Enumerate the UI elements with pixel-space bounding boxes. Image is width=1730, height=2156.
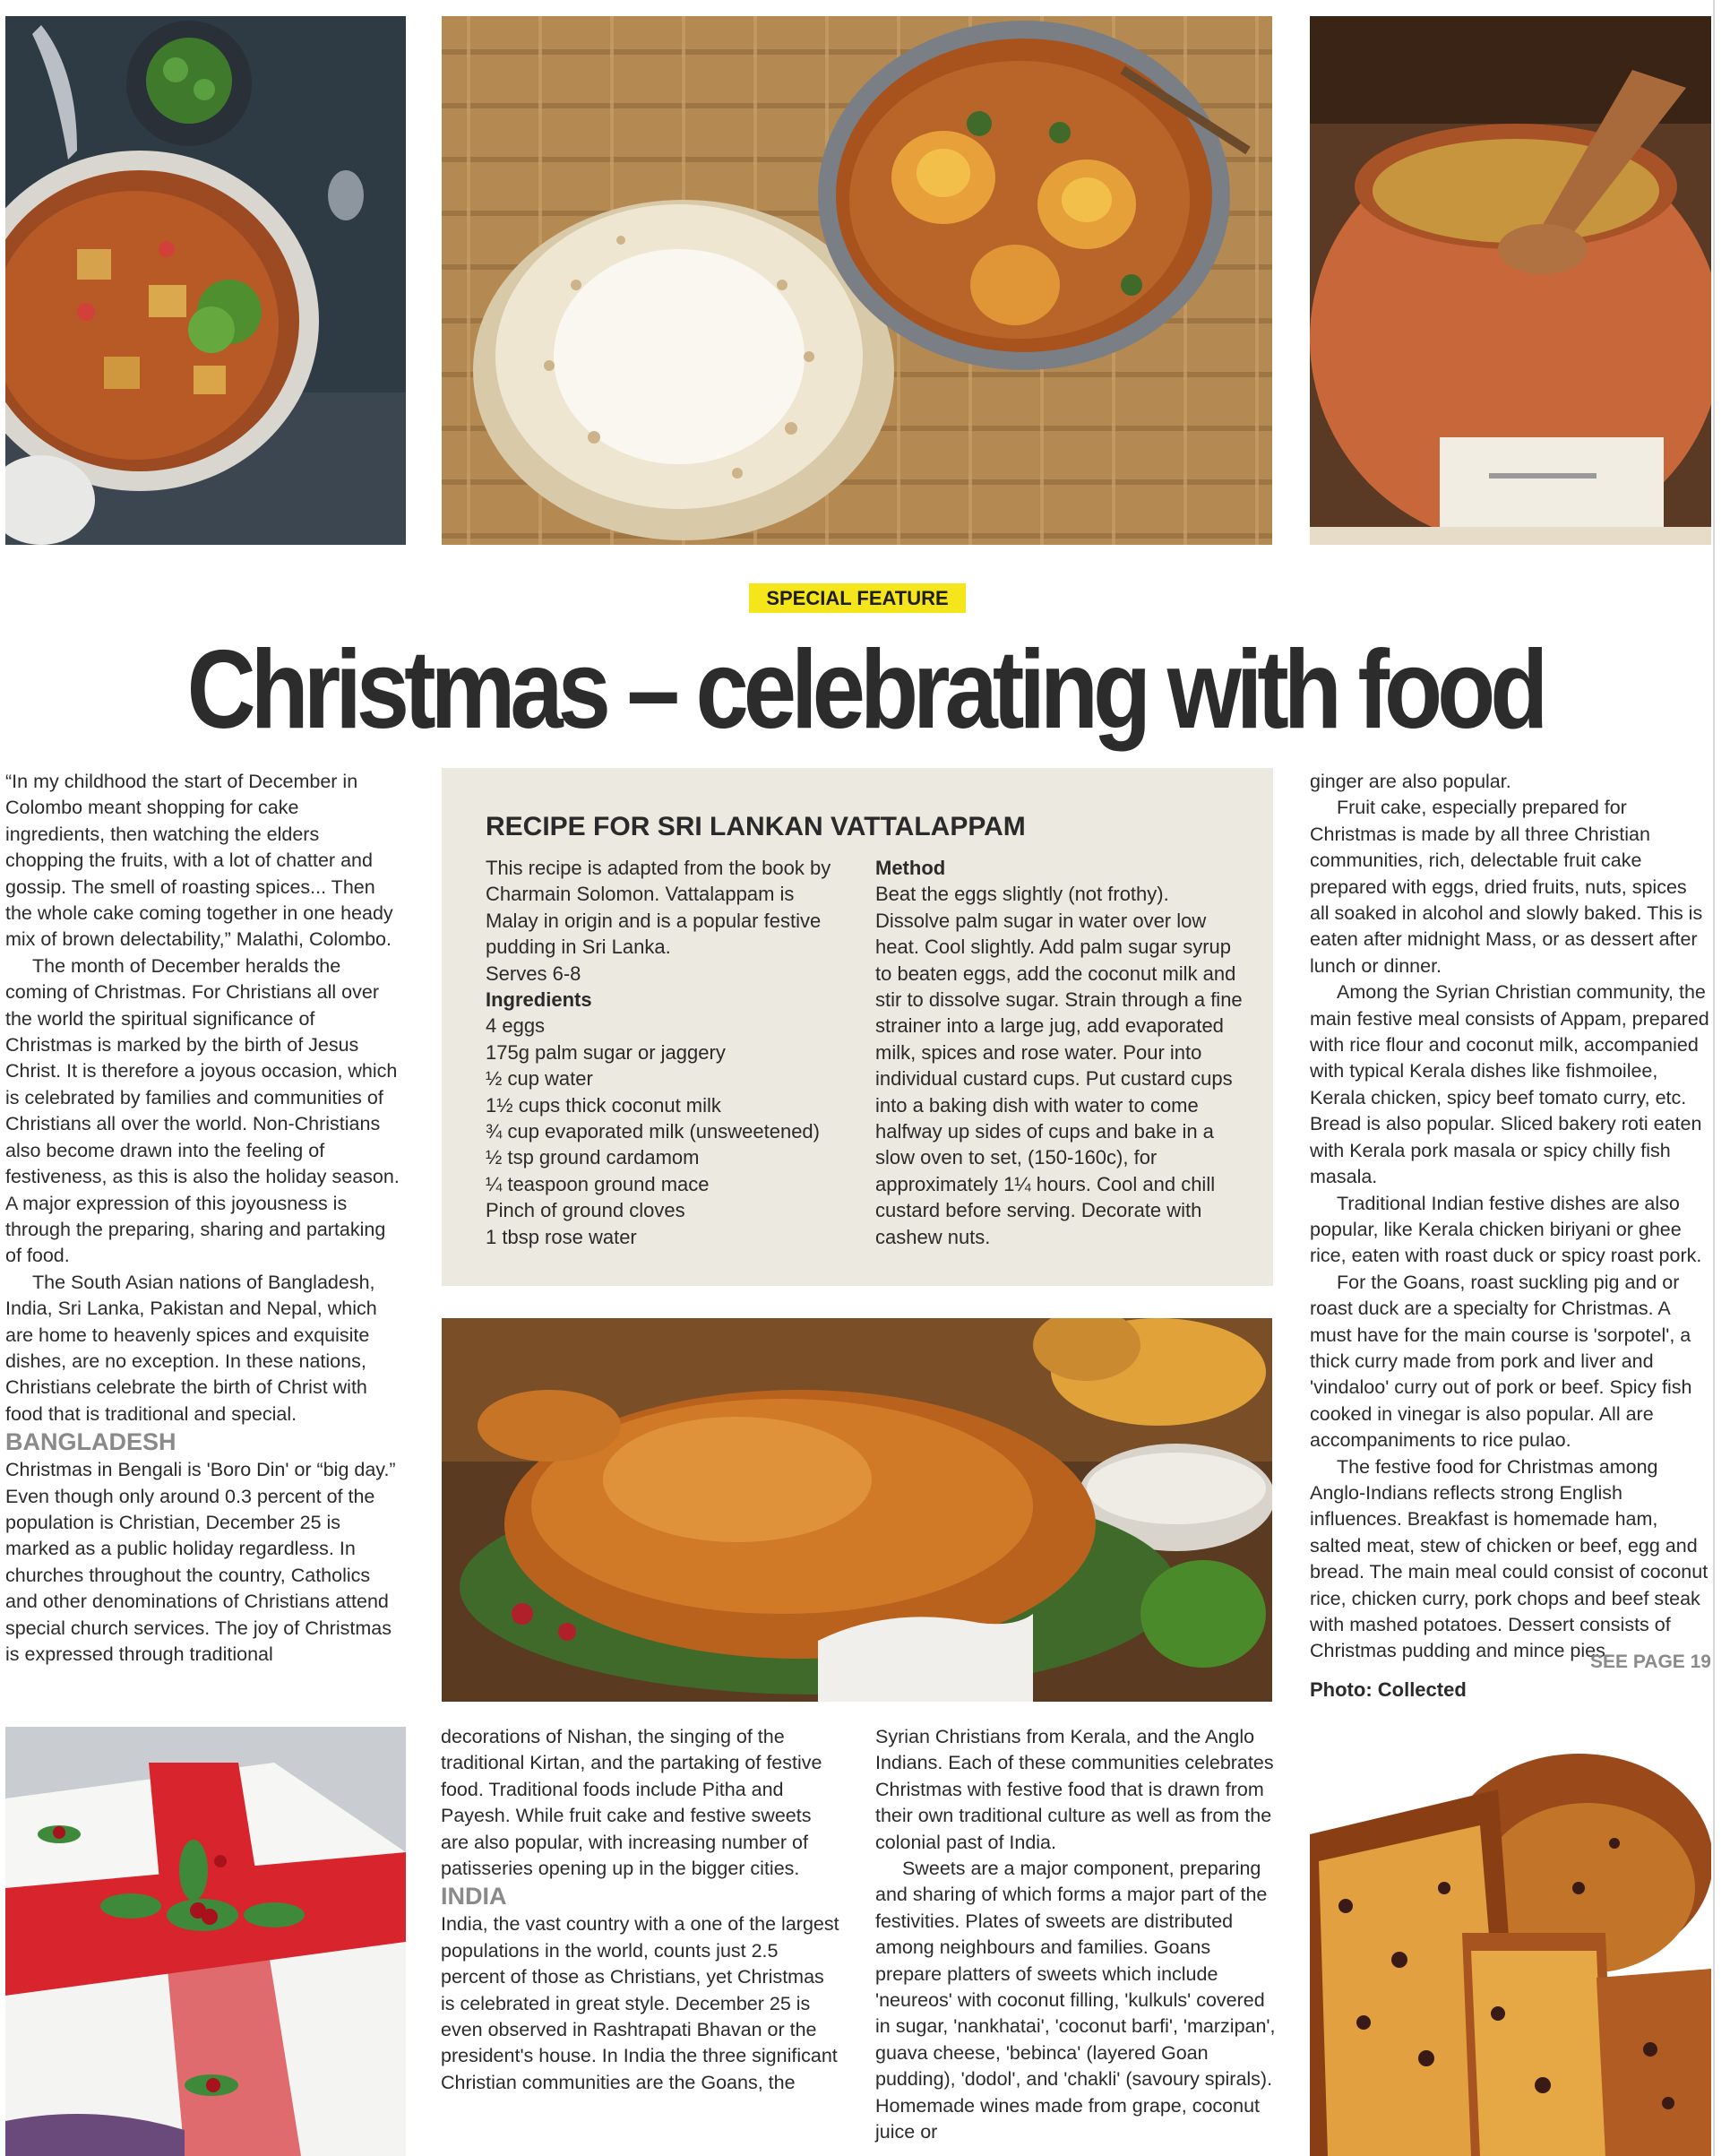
body-paragraph: The festive food for Christmas among Anglo-Indians reflects strong English influences. Breakfast is homemade ham, salted meat, stew of chicken or beef, egg and bread. The main meal could consist of coconut rice, chicken curry, pork chops and beef steak with mashed potatoes. Dessert consists of Christmas pudding and mince pies. (1310, 1455, 1708, 1662)
clay-pot-photo (1310, 16, 1711, 545)
ingredient-item: 1½ cups thick coconut milk (486, 1093, 721, 1117)
fruit-cake-photo (1310, 1727, 1711, 2156)
body-paragraph: The month of December heralds the coming of Christmas. For Christians all over the world the spiritual significance of Christmas is marked by the birth of Jesus Christ. It is therefore a joyous occasion, which is celebrated by families and communities of Christians all over the world. Non-Christians also become drawn into the feeling of festiveness, as this is also the holiday season. A major expression of this joyousness is through the preparing, sharing and partaking of food. (5, 954, 400, 1267)
christmas-cake-photo (5, 1727, 406, 2156)
body-paragraph: For the Goans, roast suckling pig and or roast duck are a specialty for Christmas. A must have for the main course is 'sorpotel', a thick curry made from pork and liver and 'vindaloo' curry out of pork or beef. Spicy fish cooked in vinegar is also popular. All are accompaniments to rice pulao. (1310, 1271, 1692, 1452)
method-text: Beat the eggs slightly (not frothy). Dissolve palm sugar in water over low heat. Cool slightly. Add palm sugar syrup to beaten eggs, add the coconut milk and stir to dissolve sugar. Strain through a fine strainer into a large jug, add evaporated milk, spices and rose water. Pour into individual custard cups. Put custard cups into a baking dish with water to come halfway up sides of cups and bake in a slow oven to set, (150-160c), for approximately 1¼ hours. Cool and chill custard before serving. Decorate with cashew nuts. (875, 883, 1243, 1248)
body-paragraph: The South Asian nations of Bangladesh, India, Sri Lanka, Pakistan and Nepal, which are home to heavenly spices and exquisite dishes, are no exception. In these nations, Christians celebrate the birth of Christ with food that is traditional and special. (5, 1271, 377, 1425)
ingredient-item: ¼ teaspoon ground mace (486, 1172, 710, 1195)
roast-turkey-photo (442, 1318, 1272, 1702)
continued-on-page: SEE PAGE 19 (1589, 1651, 1711, 1672)
photo-credit: Photo: Collected (1310, 1678, 1467, 1701)
subhead-india: INDIA (441, 1883, 507, 1910)
ingredient-item: 4 eggs (486, 1014, 546, 1038)
body-paragraph: Traditional Indian festive dishes are also popular, like Kerala chicken biriyani or ghee rice, eaten with roast duck or spicy roast pork. (1310, 1192, 1702, 1267)
article-column-1 (5, 769, 401, 1668)
recipe-serves: Serves 6-8 (486, 962, 581, 985)
ingredients-heading: Ingredients (486, 988, 592, 1012)
body-paragraph: India, the vast country with a one of the largest populations in the world, counts just 2.5 percent of those as Christians, yet Christmas is celebrated in great style. December 25 is even observed in Rashtrapati Bhavan or the president's house. In India the three significant Christian communities are the Goans, the (441, 1913, 839, 2093)
article-column-4 (1310, 769, 1711, 1665)
section-kicker: SPECIAL FEATURE (749, 583, 966, 613)
body-paragraph: ginger are also popular. (1310, 771, 1511, 792)
article-column-2 (441, 1724, 842, 2096)
body-paragraph: decorations of Nishan, the singing of the traditional Kirtan, and the partaking of festive food. Traditional foods include Pitha and Payesh. While fruit cake and festive sweets are also popular, with increasing number of patisseries opening up in the bigger cities. (441, 1726, 822, 1880)
body-paragraph: Fruit cake, especially prepared for Christmas is made by all three Christian communities, rich, delectable fruit cake prepared with eggs, dried fruits, nuts, spices all soaked in alcohol and slowly baked. This is eaten after midnight Mass, or as dessert after lunch or dinner. (1310, 797, 1703, 977)
ingredient-item: 175g palm sugar or jaggery (486, 1040, 726, 1064)
ingredient-item: 1 tbsp rose water (486, 1225, 637, 1248)
recipe-ingredients-column (486, 855, 844, 1250)
recipe-method-column (875, 855, 1247, 1250)
headline: Christmas – celebrating with food (186, 628, 1544, 752)
recipe-intro: This recipe is adapted from the book by Charmain Solomon. Vattalappam is Malay in origin and is a popular festive pudding in Sri Lanka. (486, 857, 831, 959)
recipe-title: RECIPE FOR SRI LANKAN VATTALAPPAM (486, 812, 1026, 841)
page-edge (1713, 0, 1730, 2156)
body-paragraph: Among the Syrian Christian community, the main festive meal consists of Appam, prepared with rice flour and coconut milk, accompanied with typical Kerala dishes like fishmoilee, Kerala chicken, spicy beef tomato curry, etc. Bread is also popular. Sliced bakery roti eaten with Kerala pork masala or spicy chilly fish masala. (1310, 981, 1709, 1188)
subhead-bangladesh: BANGLADESH (5, 1428, 176, 1456)
appam-egg-curry-photo (442, 16, 1272, 545)
intro-paragraph: “In my childhood the start of December in Colombo meant shopping for cake ingredients, then watching the elders chopping the fruits, with a lot of chatter and gossip. The smell of roasting spices... Then the whole cake coming together in one heady mix of brown delectability,” Malathi, Colombo. (5, 771, 393, 951)
article-column-3 (875, 1724, 1277, 2146)
body-paragraph: Christmas in Bengali is 'Boro Din' or “big day.” Even though only around 0.3 percent of the population is Christian, December 25 is marked as a public holiday regardless. In churches throughout the country, Catholics and other denominations of Christians attend special church services. The joy of Christmas is expressed through traditional (5, 1459, 396, 1665)
method-heading: Method (875, 857, 946, 879)
ingredient-item: Pinch of ground cloves (486, 1199, 685, 1222)
ingredient-item: ½ tsp ground cardamom (486, 1146, 700, 1169)
body-paragraph: Syrian Christians from Kerala, and the Anglo Indians. Each of these communities celebrates Christmas with festive food that is drawn from their own traditional culture as well as from the colonial past of India. (875, 1726, 1274, 1853)
ingredient-item: ¾ cup evaporated milk (unsweetened) (486, 1120, 820, 1143)
ingredient-item: ½ cup water (486, 1067, 593, 1091)
body-paragraph: Sweets are a major component, preparing and sharing of which forms a major part of the festivities. Plates of sweets are distributed among neighbours and families. Goans prepare platters of sweets which include 'neureos' with coconut filling, 'kulkuls' covered in sugar, 'nankhatai', 'coconut barfi', 'marzipan', guava cheese, 'bebinca' (layered Goan pudding), 'dodol', and 'chakli' (savoury spirals). Homemade wines made from grape, coconut juice or (875, 1858, 1276, 2143)
vegetable-curry-photo (5, 16, 406, 545)
